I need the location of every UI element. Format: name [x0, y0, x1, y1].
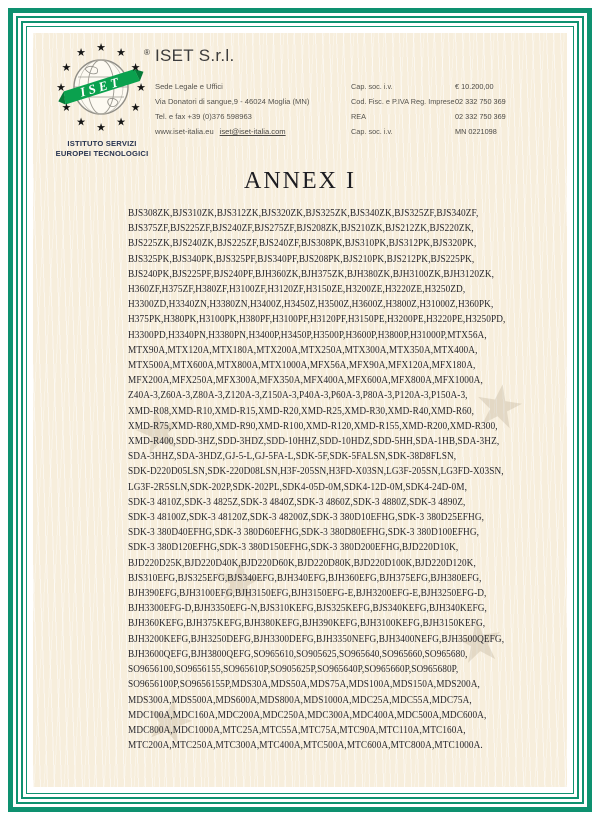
annex-code-line: BJS310EFG,BJS325EFG,BJS340EFG,BJH340EFG,BJH360EFG,BJH375EFG,BJH380EFG, — [128, 571, 482, 584]
annex-code-line: MTC200A,MTC250A,MTC300A,MTC400A,MTC500A,MTC600A,MTC800A,MTC1000A. — [128, 739, 483, 752]
registry-value: 02 332 750 369 — [455, 97, 506, 106]
annex-code-list — [128, 206, 517, 753]
svg-text:★: ★ — [56, 82, 66, 94]
annex-code-line: XMD-R08,XMD-R10,XMD-R15,XMD-R20,XMD-R25,XMD-R30,XMD-R40,XMD-R60, — [128, 404, 474, 417]
svg-text:★: ★ — [136, 82, 146, 94]
svg-text:★: ★ — [76, 47, 86, 59]
company-name: ISET S.r.l. — [155, 46, 235, 65]
watermark-star-icon: ★ — [126, 394, 192, 469]
registry-row — [351, 82, 561, 97]
institute-name-line2: EUROPEI TECNOLOGICI — [55, 148, 149, 158]
watermark-star-icon: ★ — [209, 546, 269, 617]
annex-code-line: BJS325PK,BJS340PK,BJS325PF,BJS340PF,BJS208PK,BJS210PK,BJS212PK,BJS225PK, — [128, 252, 475, 265]
annex-code-line: Z40A-3,Z60A-3,Z80A-3,Z120A-3,Z150A-3,P40A-3,P60A-3,P80A-3,P120A-3,P150A-3, — [128, 389, 468, 402]
annex-code-line: SDK-D220D05LSN,SDK-220D08LSN,H3F-205SN,H3FD-X03SN,LG3F-205SN,LG3FD-X03SN, — [128, 465, 504, 478]
watermark-star-icon: ★ — [468, 370, 530, 443]
annex-code-line: SDK-3 380D120EFHG,SDK-3 380D150EFHG,SDK-3 380D200EFHG,BJD220D10K, — [128, 541, 459, 554]
watermark-star-icon: ★ — [448, 605, 510, 678]
annex-code-line: SDK-3 48100Z,SDK-3 48120Z,SDK-3 48200Z,SDK-3 380D10EFHG,SDK-3 380D25EFHG, — [128, 511, 485, 524]
registry-label: Cod. Fisc. e P.IVA Reg. Imprese — [351, 97, 455, 106]
annex-code-line: BJS308ZK,BJS310ZK,BJS312ZK,BJS320ZK,BJS325ZK,BJS340ZK,BJS325ZF,BJS340ZF, — [128, 207, 479, 219]
annex-code-line: BJS225ZK,BJS240ZK,BJS225ZF,BJS240ZF,BJS308PK,BJS310PK,BJS312PK,BJS320PK, — [128, 237, 477, 250]
annex-code-line: BJS375ZF,BJS225ZF,BJS240ZF,BJS275ZF,BJS208ZK,BJS210ZK,BJS212ZK,BJS220ZK, — [128, 222, 474, 235]
svg-text:★: ★ — [61, 102, 72, 114]
company-registry — [351, 82, 561, 142]
registry-value: MN 0221098 — [455, 127, 497, 136]
registry-row — [351, 112, 561, 127]
annex-code-line: H360ZF,H375ZF,H380ZF,H3100ZF,H3120ZF,H3150ZE,H3200ZE,H3220ZE,H3250ZD, — [128, 283, 466, 296]
svg-text:★: ★ — [76, 116, 86, 129]
svg-text:★: ★ — [116, 47, 126, 59]
annex-code-line: MDS300A,MDS500A,MDS600A,MDS800A,MDS1000A,MDC25A,MDC55A,MDC75A, — [128, 693, 472, 706]
annex-code-line: BJS240PK,BJS225PF,BJS240PF,BJH360ZK,BJH375ZK,BJH380ZK,BJH3100ZK,BJH3120ZK, — [128, 267, 495, 280]
annex-code-line: LG3F-2R5SLN,SDK-202P,SDK-202PL,SDK4-05D-0M,SDK4-12D-0M,SDK4-24D-0M, — [128, 480, 468, 493]
annex-code-line: H375PK,H380PK,H3100PK,H380PF,H3100PF,H3120PF,H3150PE,H3200PE,H3220PE,H3250PD, — [128, 313, 506, 326]
annex-code-line: H3300PD,H3340PN,H3380PN,H3400P,H3450P,H3500P,H3600P,H3800P,H31000P,MTX56A, — [128, 328, 487, 341]
svg-text:★: ★ — [96, 42, 106, 54]
company-contacts — [155, 127, 286, 136]
institute-name — [33, 139, 171, 158]
registry-value: € 10.200,00 — [455, 82, 494, 91]
annex-code-line: BJH390EFG,BJH3100EFG,BJH3150EFG,BJH3150EFG-E,BJH3200EFG-E,BJH3250EFG-D, — [128, 587, 487, 600]
svg-text:★: ★ — [116, 116, 126, 129]
registry-label: REA — [351, 112, 367, 121]
annex-code-line: MFX200A,MFX250A,MFX300A,MFX350A,MFX400A,MFX600A,MFX800A,MFX1000A, — [128, 374, 483, 387]
annex-code-line: MDC800A,MDC1000A,MTC25A,MTC55A,MTC75A,MTC90A,MTC110A,MTC160A, — [128, 723, 466, 736]
annex-code-line: SO9656100,SO9656155,SO965610P,SO905625P,SO965640P,SO965660P,SO965680P, — [128, 663, 459, 676]
annex-title: ANNEX I — [244, 168, 356, 194]
annex-code-line: BJH3600QEFG,BJH3800QEFG,SO965610,SO905625,SO965640,SO965660,SO965680, — [128, 647, 468, 660]
annex-code-line: SO9656100P,SO9656155P,MDS30A,MDS50A,MDS75A,MDS100A,MDS150A,MDS200A, — [128, 678, 480, 691]
registry-value: 02 332 750 369 — [455, 112, 506, 121]
annex-code-line: SDA-3HHZ,SDA-3HDZ,GJ-5-L,GJ-5FA-L,SDK-5F,SDK-5FALSN,SDK-38D8FLSN, — [128, 450, 457, 463]
email-link[interactable]: iset@iset-italia.com — [219, 127, 286, 136]
iset-logo — [51, 39, 151, 139]
annex-code-line: BJH360KEFG,BJH375KEFG,BJH380KEFG,BJH390KEFG,BJH3100KEFG,BJH3150KEFG, — [128, 617, 486, 630]
registered-trademark-icon: ® — [144, 48, 150, 57]
office-label: Sede Legale e Uffici — [155, 82, 223, 91]
annex-code-line: H3300ZD,H3340ZN,H3380ZN,H3400Z,H3450Z,H3500Z,H3600Z,H3800Z,H31000Z,H360PK, — [128, 298, 494, 311]
registry-label: Cap. soc. i.v. — [351, 82, 393, 91]
annex-code-line: MTX500A,MTX600A,MTX800A,MTX1000A,MFX56A,MFX90A,MFX120A,MFX180A, — [128, 359, 476, 372]
company-phone: Tel. e fax +39 (0)376 598963 — [155, 112, 252, 121]
company-address: Via Donatori di sangue,9 - 46024 Moglia (MN) — [155, 97, 310, 106]
svg-text:★: ★ — [96, 122, 106, 134]
website-link[interactable]: www.iset-italia.eu — [155, 127, 214, 136]
registry-row — [351, 127, 561, 142]
logo-banner-text: ISET — [78, 73, 124, 100]
registry-row — [351, 97, 561, 112]
registry-label: Cap. soc. i.v. — [351, 127, 393, 136]
annex-code-line: MDC100A,MDC160A,MDC200A,MDC250A,MDC300A,MDC400A,MDC500A,MDC600A, — [128, 708, 487, 721]
institute-name-line1: ISTITUTO SERVIZI — [67, 139, 137, 148]
watermark-star-icon: ★ — [136, 683, 203, 760]
annex-code-line: SDK-3 380D40EFHG,SDK-3 380D60EFHG,SDK-3 380D80EFHG,SDK-3 380D100EFHG, — [128, 526, 480, 539]
annex-code-line: SDK-3 4810Z,SDK-3 4825Z,SDK-3 4840Z,SDK-3 4860Z,SDK-3 4880Z,SDK-3 4890Z, — [128, 495, 466, 508]
annex-code-line: MTX90A,MTX120A,MTX180A,MTX200A,MTX250A,MTX300A,MTX350A,MTX400A, — [128, 343, 478, 356]
svg-text:★: ★ — [130, 102, 141, 114]
annex-code-line: BJH3200KEFG,BJH3250DEFG,BJH3300DEFG,BJH3350NEFG,BJH3400NEFG,BJH3500QEFG, — [128, 632, 505, 645]
annex-code-line: BJH3300EFG-D,BJH3350EFG-N,BJS310KEFG,BJS325KEFG,BJS340KEFG,BJH340KEFG, — [128, 602, 487, 615]
paper-area — [33, 33, 567, 787]
svg-text:★: ★ — [130, 62, 141, 74]
annex-code-line: XMD-R400,SDD-3HZ,SDD-3HDZ,SDD-10HHZ,SDD-10HDZ,SDD-5HH,SDA-1HB,SDA-3HZ, — [128, 435, 500, 448]
annex-code-line: XMD-R75,XMD-R80,XMD-R90,XMD-R100,XMD-R120,XMD-R155,XMD-R200,XMD-R300, — [128, 419, 498, 432]
svg-text:★: ★ — [61, 62, 72, 74]
annex-code-line: BJD220D25K,BJD220D40K,BJD220D60K,BJD220D80K,BJD220D100K,BJD220D120K, — [128, 556, 476, 569]
